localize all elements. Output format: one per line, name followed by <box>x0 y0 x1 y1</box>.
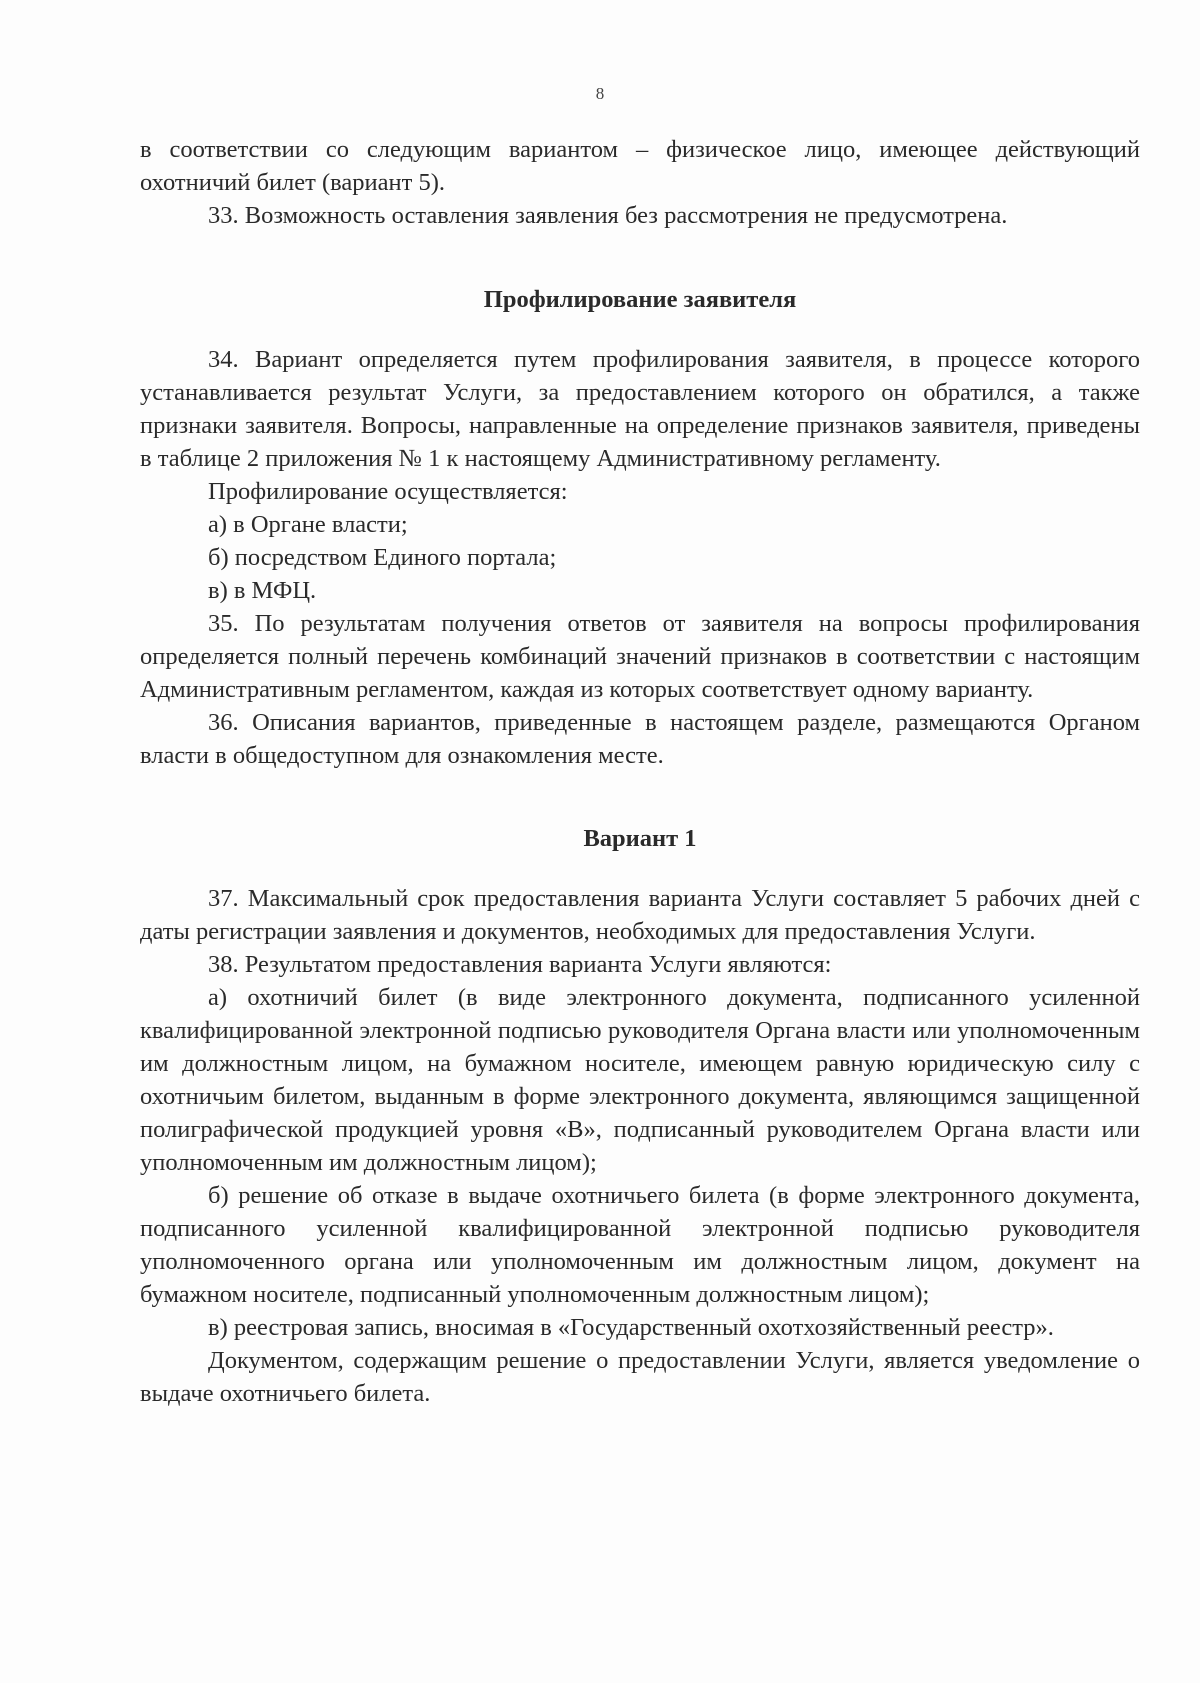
result-item-v: в) реестровая запись, вносимая в «Государственный охотхозяйственный реестр». <box>208 1314 1054 1341</box>
list-item-b: б) посредством Единого портала; <box>208 544 557 571</box>
paragraph-profiling-intro: Профилирование осуществляется: <box>208 478 568 505</box>
document-body <box>140 133 1140 1410</box>
list-item-v: в) в МФЦ. <box>208 577 317 604</box>
paragraph-38: 38. Результатом предоставления варианта Услуги являются: <box>208 951 832 978</box>
paragraph-37: 37. Максимальный срок предоставления варианта Услуги составляет 5 рабочих дней с даты регистрации заявления и документов, необходимых для предоставления Услуги. <box>140 885 1140 945</box>
paragraph-34: 34. Вариант определяется путем профилирования заявителя, в процессе которого устанавливается результат Услуги, за предоставлением которого он обратился, а также признаки заявителя. Вопросы, направленные на определение признаков заявителя, приведены в таблице 2 приложения № 1 к настоящему Административному регламенту. <box>140 346 1140 472</box>
paragraph-33: 33. Возможность оставления заявления без рассмотрения не предусмотрена. <box>208 202 1008 229</box>
result-item-b: б) решение об отказе в выдаче охотничьего билета (в форме электронного документа, подписанного усиленной квалифицированной электронной подписью руководителя уполномоченного органа или уполномоченным им должностным лицом, документ на бумажном носителе, подписанный уполномоченным должностным лицом); <box>140 1182 1140 1308</box>
section-heading-variant-1: Вариант 1 <box>583 825 697 852</box>
paragraph-36: 36. Описания вариантов, приведенные в настоящем разделе, размещаются Органом власти в общедоступном для ознакомления месте. <box>140 709 1140 769</box>
list-item-a: а) в Органе власти; <box>208 511 408 538</box>
section-heading-profiling: Профилирование заявителя <box>483 286 797 313</box>
page-number: 8 <box>595 84 605 103</box>
paragraph-decision-document: Документом, содержащим решение о предоставлении Услуги, является уведомление о выдаче охотничьего билета. <box>140 1347 1140 1407</box>
result-item-a: а) охотничий билет (в виде электронного документа, подписанного усиленной квалифицированной электронной подписью руководителя Органа власти или уполномоченным им должностным лицом, на бумажном носителе, имеющем равную юридическую силу с охотничьим билетом, выданным в форме электронного документа, являющимся защищенной полиграфической продукцией уровня «В», подписанный руководителем Органа власти или уполномоченным им должностным лицом); <box>140 984 1140 1176</box>
paragraph-continuation: в соответствии со следующим вариантом – физическое лицо, имеющее действующий охотничий билет (вариант 5). <box>140 136 1140 196</box>
paragraph-35: 35. По результатам получения ответов от заявителя на вопросы профилирования определяется полный перечень комбинаций значений признаков в соответствии с настоящим Административным регламентом, каждая из которых соответствует одному варианту. <box>140 610 1140 703</box>
